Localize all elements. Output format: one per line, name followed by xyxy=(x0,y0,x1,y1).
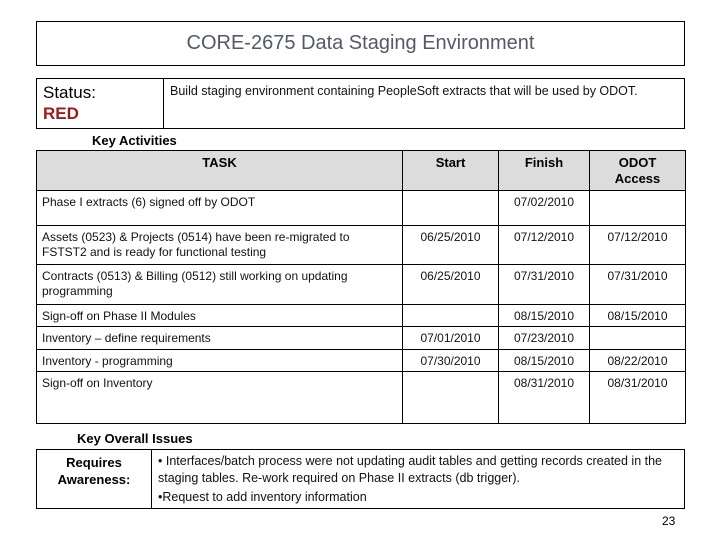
table-row xyxy=(37,191,686,226)
column-header-finish: Finish xyxy=(499,151,590,191)
issue-item: • Interfaces/batch process were not updating audit tables and getting records created in the staging tables. Re-work required on Phase II extracts (db trigger). xyxy=(158,454,662,485)
task-cell: Phase I extracts (6) signed off by ODOT xyxy=(37,191,403,226)
key-activities-heading: Key Activities xyxy=(92,133,177,148)
table-row xyxy=(37,327,686,350)
page-title: CORE-2675 Data Staging Environment xyxy=(186,32,535,54)
column-header-odot-access: ODOT Access xyxy=(590,151,686,191)
key-activities-table xyxy=(36,150,686,424)
status-description: Build staging environment containing PeopleSoft extracts that will be used by ODOT. xyxy=(170,84,638,98)
task-cell: Sign-off on Phase II Modules xyxy=(37,305,403,327)
table-row xyxy=(37,350,686,372)
requires-awareness-label: Requires Awareness: xyxy=(37,450,152,508)
table-row xyxy=(37,305,686,327)
odot-access-cell xyxy=(590,191,686,226)
column-header-start: Start xyxy=(403,151,499,191)
task-cell: Sign-off on Inventory xyxy=(37,372,403,424)
status-box xyxy=(36,78,685,129)
finish-cell: 08/15/2010 xyxy=(499,350,590,372)
table-row xyxy=(37,265,686,305)
start-cell xyxy=(403,372,499,424)
table-row xyxy=(37,372,686,424)
status-label: Status: xyxy=(43,83,96,102)
task-cell: Contracts (0513) & Billing (0512) still working on updating programming xyxy=(37,265,403,305)
issue-item: •Request to add inventory information xyxy=(158,490,367,504)
odot-access-cell: 07/31/2010 xyxy=(590,265,686,305)
finish-cell: 07/12/2010 xyxy=(499,226,590,265)
start-cell: 06/25/2010 xyxy=(403,226,499,265)
odot-access-cell: 08/31/2010 xyxy=(590,372,686,424)
odot-access-cell xyxy=(590,327,686,350)
status-cell xyxy=(37,79,164,128)
start-cell: 06/25/2010 xyxy=(403,265,499,305)
table-row xyxy=(37,226,686,265)
start-cell: 07/30/2010 xyxy=(403,350,499,372)
start-cell: 07/01/2010 xyxy=(403,327,499,350)
odot-access-cell: 07/12/2010 xyxy=(590,226,686,265)
table-header-row xyxy=(37,151,686,191)
finish-cell: 08/15/2010 xyxy=(499,305,590,327)
odot-access-cell: 08/15/2010 xyxy=(590,305,686,327)
start-cell xyxy=(403,305,499,327)
task-cell: Inventory – define requirements xyxy=(37,327,403,350)
finish-cell: 08/31/2010 xyxy=(499,372,590,424)
key-overall-issues-heading: Key Overall Issues xyxy=(77,431,193,446)
title-box xyxy=(36,21,685,66)
task-cell: Assets (0523) & Projects (0514) have been re-migrated to FSTST2 and is ready for functional testing xyxy=(37,226,403,265)
page-number: 23 xyxy=(662,514,676,528)
start-cell xyxy=(403,191,499,226)
finish-cell: 07/31/2010 xyxy=(499,265,590,305)
status-badge: RED xyxy=(43,104,79,123)
finish-cell: 07/23/2010 xyxy=(499,327,590,350)
finish-cell: 07/02/2010 xyxy=(499,191,590,226)
odot-access-cell: 08/22/2010 xyxy=(590,350,686,372)
issues-list xyxy=(152,450,684,508)
column-header-task: TASK xyxy=(37,151,403,191)
issues-box xyxy=(36,449,685,509)
task-cell: Inventory - programming xyxy=(37,350,403,372)
